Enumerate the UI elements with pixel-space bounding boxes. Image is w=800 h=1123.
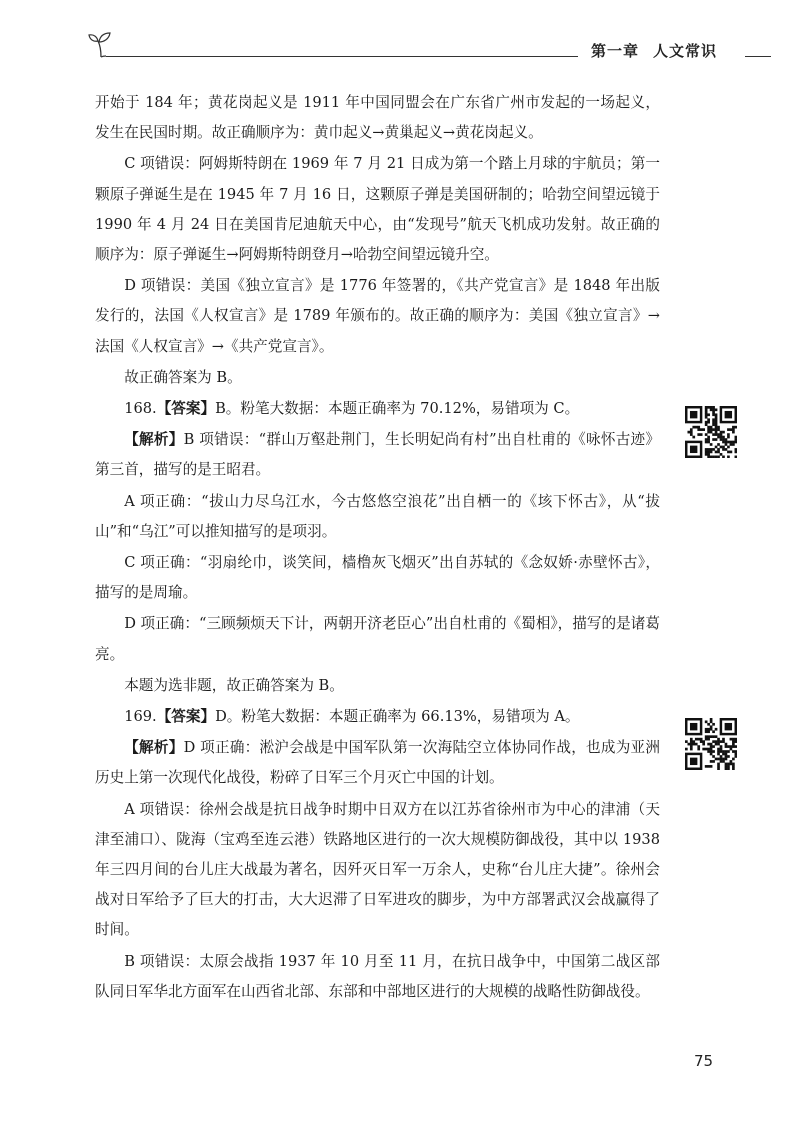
paragraph: A 项错误：徐州会战是抗日战争时期中日双方在以江苏省徐州市为中心的津浦（天津至浦口）、陇海（宝鸡至连云港）铁路地区进行的一次大规模防御战役，其中以 1938 年三四月间的台儿庄大战最为著名，因歼灭日军一万余人，史称“台儿庄大捷”。徐州会战对日军给予了巨大的打击，大大迟滞了日军进攻的脚步，为中方部署武汉会战赢得了时间。: [95, 800, 660, 939]
running-header: [88, 30, 763, 64]
qr-code-icon[interactable]: [685, 718, 737, 770]
answer-text: D。粉笔大数据：本题正确率为 66.13%，易错项为 A。: [215, 708, 580, 726]
page-number: 75: [694, 1052, 714, 1070]
chapter-number: 第一章: [591, 42, 640, 60]
chapter-title: [591, 40, 751, 61]
analysis-text: D 项正确：淞沪会战是中国军队第一次海陆空立体协同作战，也成为亚洲历史上第一次现代化战役，粉碎了日军三个月灭亡中国的计划。: [95, 739, 660, 787]
analysis-label: 【解析】: [124, 431, 184, 449]
analysis-169: [95, 733, 660, 793]
sprout-icon: [88, 30, 116, 62]
qr-code-icon[interactable]: [685, 406, 737, 458]
paragraph: A 项正确：“拔山力尽乌江水，今古悠悠空浪花”出自栖一的《垓下怀古》，从“拔山”和“乌江”可以推知描写的是项羽。: [95, 492, 660, 540]
header-rule-right: [745, 56, 771, 57]
answer-label: 【答案】: [156, 708, 216, 726]
question-number: 169.: [124, 708, 157, 726]
paragraph: 开始于 184 年；黄花岗起义是 1911 年中国同盟会在广东省广州市发起的一场起义，发生在民国时期。故正确顺序为：黄巾起义→黄巢起义→黄花岗起义。: [95, 94, 660, 142]
paragraph: 故正确答案为 B。: [124, 368, 242, 386]
chapter-name: 人文常识: [653, 42, 718, 60]
analysis-label: 【解析】: [124, 739, 184, 757]
paragraph: B 项错误：太原会战指 1937 年 10 月至 11 月，在抗日战争中，中国第二战区部队同日军华北方面军在山西省北部、东部和中部地区进行的大规模的战略性防御战役。: [95, 952, 660, 1000]
paragraph: C 项错误：阿姆斯特朗在 1969 年 7 月 21 日成为第一个踏上月球的宇航员；第一颗原子弹诞生是在 1945 年 7 月 16 日，这颗原子弹是美国研制的；哈勃空间望远镜于 1990 年 4 月 24 日在美国肯尼迪航天中心，由“发现号”航天飞机成功发射。故正确的顺序为：原子弹诞生→阿姆斯特朗登月→哈勃空间望远镜升空。: [95, 155, 660, 264]
answer-line-168: [95, 394, 660, 424]
question-number: 168.: [124, 400, 157, 418]
paragraph: D 项正确：“三顾频烦天下计，两朝开济老臣心”出自杜甫的《蜀相》，描写的是诸葛亮。: [95, 615, 660, 663]
answer-label: 【答案】: [156, 400, 216, 418]
answer-line-169: [95, 702, 660, 732]
analysis-text: B 项错误：“群山万壑赴荆门，生长明妃尚有村”出自杜甫的《咏怀古迹》第三首，描写的是王昭君。: [95, 431, 660, 479]
answer-text: B。粉笔大数据：本题正确率为 70.12%，易错项为 C。: [215, 400, 580, 418]
page-body: [95, 88, 660, 1007]
analysis-168: [95, 425, 660, 485]
header-rule-left: [106, 56, 578, 57]
paragraph: C 项正确：“羽扇纶巾，谈笑间，樯橹灰飞烟灭”出自苏轼的《念奴娇·赤壁怀古》，描写的是周瑜。: [95, 554, 660, 602]
paragraph: 本题为选非题，故正确答案为 B。: [124, 676, 344, 694]
paragraph: D 项错误：美国《独立宣言》是 1776 年签署的，《共产党宣言》是 1848 年出版发行的，法国《人权宣言》是 1789 年颁布的。故正确的顺序为：美国《独立宣言》→法国《人权宣言》→《共产党宣言》。: [95, 277, 660, 355]
